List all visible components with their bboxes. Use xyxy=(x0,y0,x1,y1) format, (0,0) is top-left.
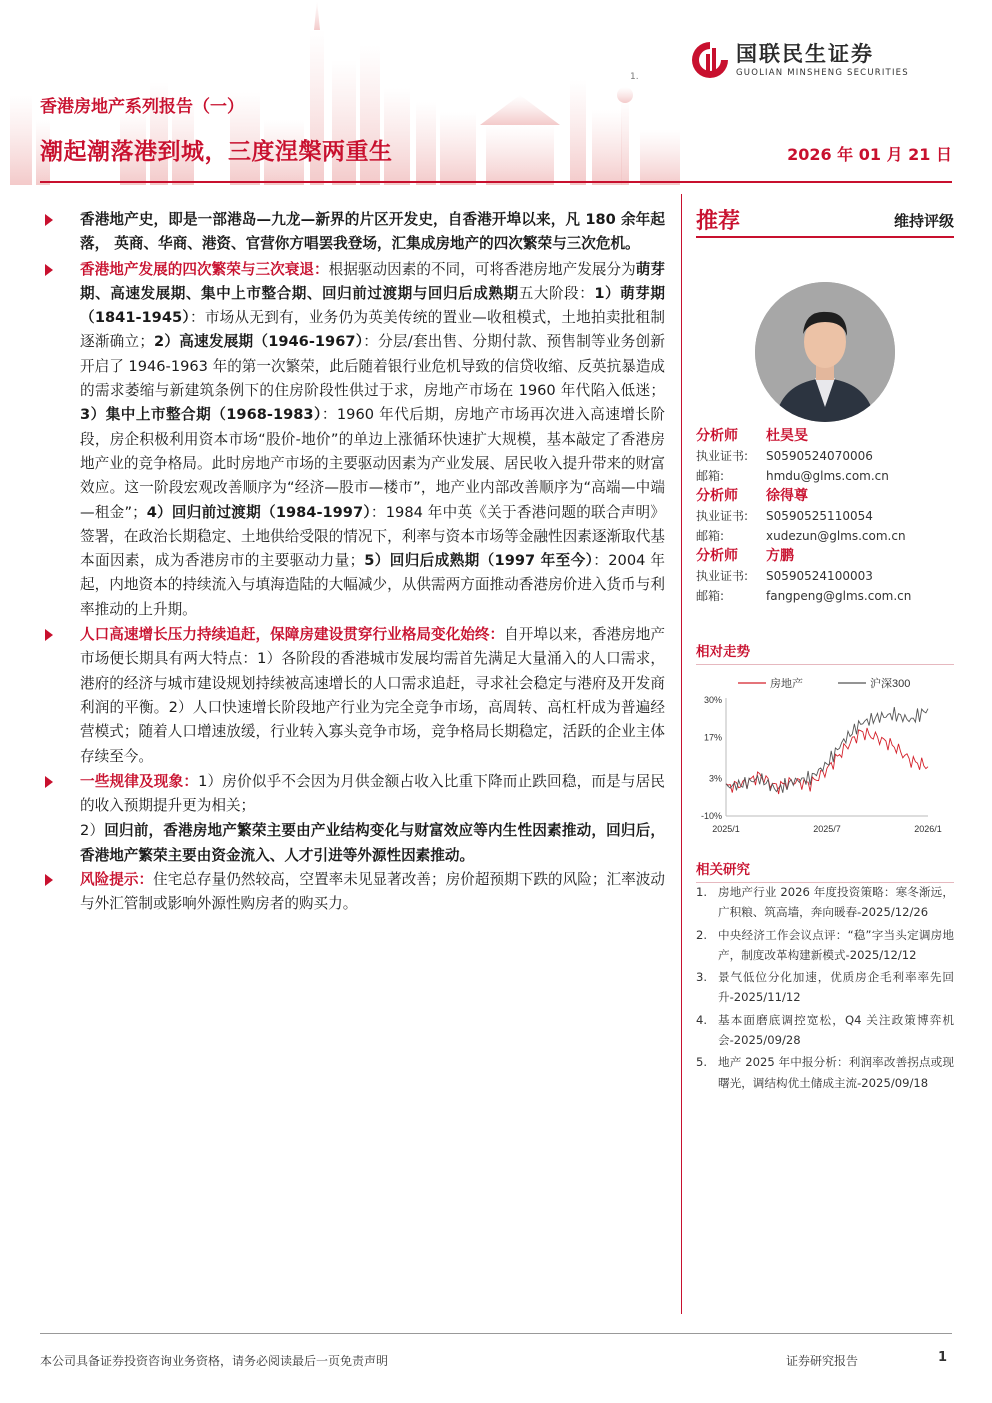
related-item-number: 3. xyxy=(696,970,708,985)
related-item[interactable] xyxy=(696,882,954,923)
related-item-text: 景气低位分化加速，优质房企毛利率率先回升-2025/11/12 xyxy=(718,970,954,1005)
cert-label: 执业证书: xyxy=(696,569,749,583)
report-header xyxy=(0,0,992,185)
bullet-heading: 香港地产发展的四次繁荣与三次衰退： xyxy=(80,260,329,278)
page-number: 1 xyxy=(938,1350,948,1365)
related-item[interactable] xyxy=(696,1010,954,1051)
column-divider xyxy=(681,194,682,1314)
bullet-arrow-icon xyxy=(45,874,53,886)
related-item-number: 2. xyxy=(696,927,708,942)
report-series: 香港房地产系列报告（一） xyxy=(40,97,244,117)
footer-disclaimer: 本公司具备证券投资咨询业务资格，请务必阅读最后一页免责声明 xyxy=(40,1354,389,1368)
series-line-real-estate xyxy=(726,728,928,794)
bullet-text: 香港地产史，即是一部港岛—九龙—新界的片区开发史，自香港开埠以来，凡 180 余年起落， 英商、华商、港资、官营你方唱罢我登场，汇集成房地产的四次繁荣与三次危机。 xyxy=(80,211,665,253)
bullet-heading: 人口高速增长压力持续追赶，保障房建设贯穿行业格局变化始终： xyxy=(80,626,505,644)
analyst-entry xyxy=(696,546,954,606)
header-divider xyxy=(40,181,952,183)
logo-chinese-name: 国联民生证券 xyxy=(736,42,874,66)
y-tick-label: 3% xyxy=(708,773,722,784)
y-tick-label: 17% xyxy=(703,732,722,743)
email-label: 邮箱: xyxy=(696,529,725,543)
bullet-arrow-icon xyxy=(45,214,53,226)
sidebar xyxy=(696,194,954,1090)
stage-4: 4）回归前过渡期（1984-1997） xyxy=(146,503,371,521)
y-tick-label: -10% xyxy=(700,811,722,821)
analyst-role: 分析师 xyxy=(696,428,738,444)
recommendation: 推荐 xyxy=(696,209,741,234)
x-tick-label: 2026/1 xyxy=(914,824,942,834)
related-item[interactable] xyxy=(696,925,954,966)
analyst-list xyxy=(696,426,954,606)
footer-report-type: 证券研究报告 xyxy=(786,1354,859,1368)
bullet-heading: 风险提示： xyxy=(80,871,154,889)
related-item-number: 5. xyxy=(696,1055,708,1070)
email-label: 邮箱: xyxy=(696,589,725,603)
bullet-text: 根据驱动因素的不同，可将香港房地产发展分为 xyxy=(328,260,636,278)
rating-status: 维持评级 xyxy=(893,212,954,230)
trend-section-title: 相对走势 xyxy=(696,640,954,665)
header-marker: 1. xyxy=(630,72,639,82)
related-item-number: 4. xyxy=(696,1012,708,1027)
cert-number: S0590524100003 xyxy=(766,569,873,583)
company-logo xyxy=(690,40,909,80)
point-text: 回归前，香港房地产繁荣主要由产业结构变化与财富效应等内生性因素推动，回归后，香港地产繁荣主要由资金流入、人才引进等外源性因素推动。 xyxy=(80,822,665,864)
cert-number: S0590524070006 xyxy=(766,449,873,463)
bullet-strong: 萌芽期、高速发展期、集中上市整合期、回归前过渡期与回归后成熟期 xyxy=(80,260,665,302)
bullet-text: ：市场从无到有，业务仍为英美传统的置业—收租模式，土地拍卖批租制逐渐确立； xyxy=(80,309,665,351)
logo-mark-icon xyxy=(690,40,730,80)
bullet-arrow-icon xyxy=(45,264,53,276)
related-item-text: 地产 2025 年中报分析：利润率改善拐点或现曙光，调结构优土储成主流-2025/09/18 xyxy=(718,1055,954,1090)
related-research-list xyxy=(696,882,954,1095)
bullet-population xyxy=(40,623,665,769)
bullet-arrow-icon xyxy=(45,776,53,788)
related-item[interactable] xyxy=(696,1052,954,1093)
analyst-entry xyxy=(696,426,954,486)
trend-chart-svg xyxy=(696,670,954,840)
report-date: 2026 年 01 月 21 日 xyxy=(787,145,952,164)
bullet-text: 五大阶段： xyxy=(518,284,595,302)
related-item-text: 基本面磨底调控宽松，Q4 关注政策博弈机会-2025/09/28 xyxy=(718,1012,954,1048)
x-tick-label: 2025/1 xyxy=(712,824,740,834)
analyst-role: 分析师 xyxy=(696,488,738,504)
analyst-name: 杜昊旻 xyxy=(766,428,808,444)
email-label: 邮箱: xyxy=(696,469,725,483)
stage-1: 1）萌芽期（1841-1945） xyxy=(80,284,665,327)
legend-label: 房地产 xyxy=(770,678,803,690)
bullet-heading: 一些规律及现象： xyxy=(80,772,199,790)
bullet-intro xyxy=(40,208,665,257)
cert-number: S0590525110054 xyxy=(766,509,873,523)
footer-divider xyxy=(40,1333,952,1334)
analyst-email[interactable]: hmdu@glms.com.cn xyxy=(766,469,889,483)
bullet-risk xyxy=(40,868,665,917)
bullet-text: ：2004 年起，内地资本的持续流入与填海造陆的大幅减少，从供需两方面推动香港房价进入货币与利率推动的上升期。 xyxy=(80,552,665,618)
bullet-text: ：分层/套出售、分期付款、预售制等业务创新开启了 1946-1963 年的第一次繁荣，此后随着银行业危机导致的信贷收缩、反英抗暴造成的需求萎缩与新建筑条例下的住房阶段性供过于求，房地产市场在 1960 年代陷入低迷； xyxy=(80,333,666,400)
bullet-arrow-icon xyxy=(45,629,53,641)
stage-3: 3）集中上市整合期（1968-1983） xyxy=(80,406,322,424)
analyst-name: 方鹏 xyxy=(766,548,794,564)
bullet-text: 自开埠以来，香港房地产市场便长期具有两大特点：1）各阶段的香港城市发展均需首先满足大量涌入的人口需求，港府的经济与城市建设规划持续被高速增长的人口需求追赶，寻求社会稳定与港府及开发商利润的平衡。2）人口快速增长阶段地产行业为完全竞争市场，高周转、高杠杆成为普遍经营模式；随着人口增速放缓，行业转入寡头竞争市场，竞争格局长期稳定，活跃的企业主体存续至今。 xyxy=(80,626,665,765)
point-number: 2） xyxy=(80,822,105,840)
analyst-name: 徐得尊 xyxy=(766,488,808,504)
related-item-number: 1. xyxy=(696,885,708,899)
bullet-text: 住宅总存量仍然较高，空置率未见显著改善；房价超预期下跌的风险；汇率波动与外汇管制或影响外源性购房者的购买力。 xyxy=(80,871,665,913)
logo-english-name: GUOLIAN MINSHENG SECURITIES xyxy=(736,68,909,78)
bullet-text: ：1960 年代后期，房地产市场再次进入高速增长阶段，房企积极利用资本市场“股价-地价”的单边上涨循环快速扩大规模，基本敲定了香港房地产业的竞争格局。此时房地产市场的主要驱动因素为产业发展、居民收入提升带来的财富效应。这一阶段宏观改善顺序为“经济—股市—楼市”，地产业内部改善顺序为“高端—中端—租金”； xyxy=(80,406,665,521)
bullet-text: 1）房价似乎不会因为月供金额占收入比重下降而止跌回稳，而是与居民的收入预期提升更为相关； xyxy=(80,772,665,815)
analyst-role: 分析师 xyxy=(696,548,738,564)
stage-5: 5）回归后成熟期（1997 年至今） xyxy=(364,552,594,570)
analyst-entry xyxy=(696,486,954,546)
analyst-photo xyxy=(755,282,895,422)
legend-label: 沪深300 xyxy=(870,678,911,690)
x-tick-label: 2025/7 xyxy=(813,824,841,834)
related-item-text: 中央经济工作会议点评：“稳”字当头定调房地产，制度改革构建新模式-2025/12/12 xyxy=(718,927,954,962)
cert-label: 执业证书: xyxy=(696,449,749,463)
avatar-portrait-icon xyxy=(755,282,895,422)
analyst-email[interactable]: xudezun@glms.com.cn xyxy=(766,529,906,543)
stage-2: 2）高速发展期（1946-1967） xyxy=(153,333,364,351)
related-section-title: 相关研究 xyxy=(696,858,954,883)
y-tick-label: 30% xyxy=(703,695,722,705)
relative-trend-chart xyxy=(696,670,954,840)
bullet-four-booms xyxy=(40,258,665,622)
related-item-text: 房地产行业 2026 年度投资策略：寒冬渐远，广积粮、筑高墙，奔向暖春-2025/12/26 xyxy=(718,885,954,920)
cert-label: 执业证书: xyxy=(696,509,749,523)
bullet-text: ：1984 年中英《关于香港问题的联合声明》签署，在政治长期稳定、土地供给受限的情况下，利率与资本市场等金融性因素逐渐取代基本面因素，成为香港房市的主要驱动力量； xyxy=(80,503,665,570)
bullet-patterns xyxy=(40,770,665,819)
analyst-email[interactable]: fangpeng@glms.com.cn xyxy=(766,589,912,603)
summary-body xyxy=(40,208,665,918)
rating-box xyxy=(696,194,954,238)
patterns-point-2 xyxy=(40,819,665,868)
related-item[interactable] xyxy=(696,967,954,1008)
report-title: 潮起潮落港到城，三度涅槃两重生 xyxy=(40,139,393,165)
